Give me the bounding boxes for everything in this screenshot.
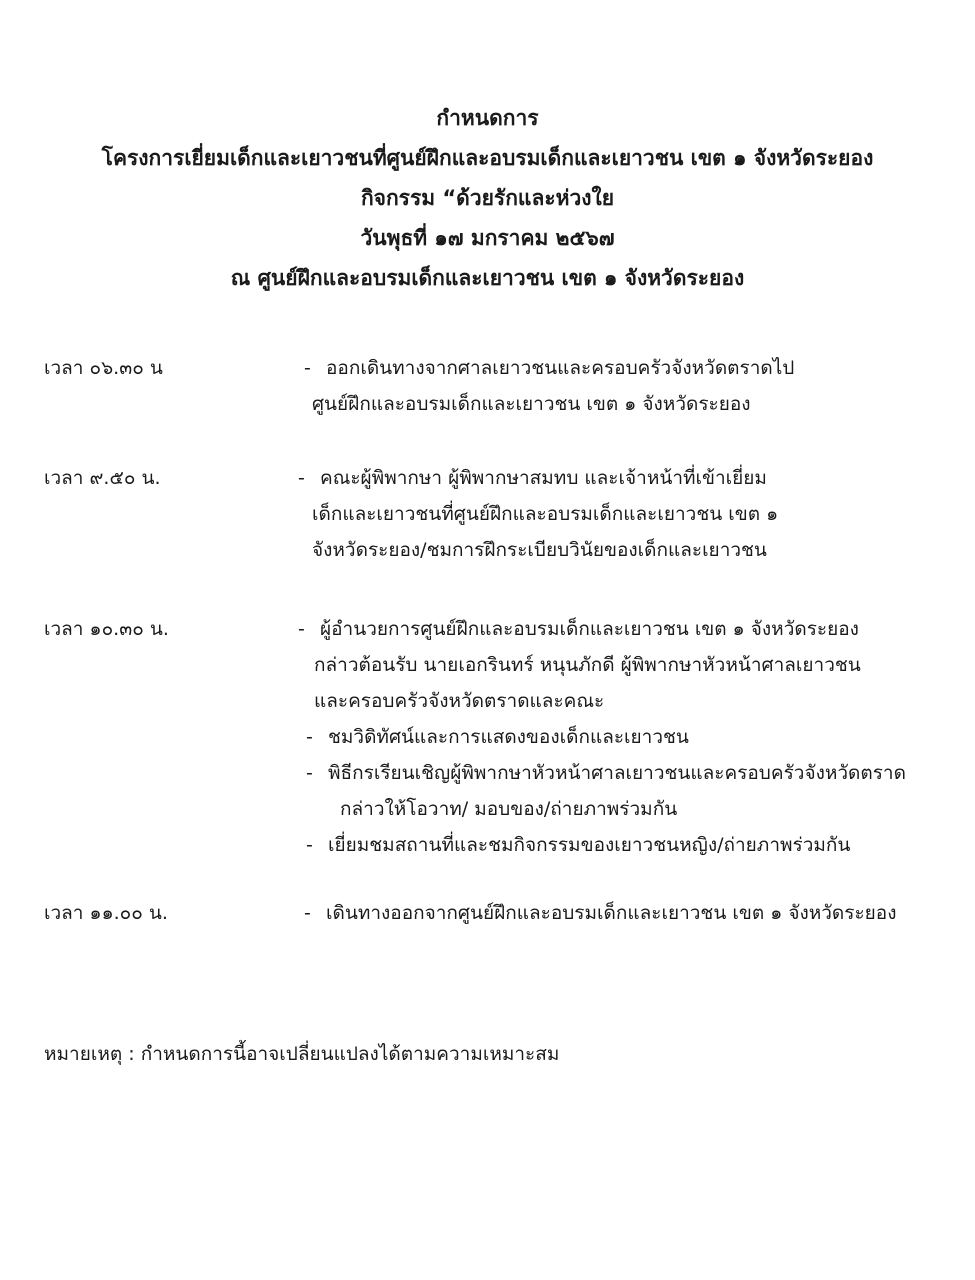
schedule-entry-text: ออกเดินทางจากศาลเยาวชนและครอบครัวจังหวัดตราดไป	[326, 357, 795, 379]
schedule-time-4: เวลา ๑๑.๐๐ น.	[44, 902, 168, 924]
bullet-dash: -	[306, 726, 313, 748]
schedule-entry-text: เดินทางออกจากศูนย์ฝึกและอบรมเด็กและเยาวชน เขต ๑ จังหวัดระยอง	[326, 902, 897, 924]
schedule-entry-text: กล่าวต้อนรับ นายเอกรินทร์ หนุนภักดี ผู้พิพากษาหัวหน้าศาลเยาวชน	[314, 654, 861, 676]
footnote: หมายเหตุ : กำหนดการนี้อาจเปลี่ยนแปลงได้ตามความเหมาะสม	[44, 1043, 560, 1065]
header-date: วันพุธที่ ๑๗ มกราคม ๒๕๖๗	[360, 226, 615, 250]
bullet-dash: -	[304, 902, 311, 924]
schedule-entry-text: จังหวัดระยอง/ชมการฝึกระเบียบวินัยของเด็กและเยาวชน	[312, 539, 767, 561]
schedule-entry-text: ผู้อำนวยการศูนย์ฝึกและอบรมเด็กและเยาวชน เขต ๑ จังหวัดระยอง	[320, 618, 859, 640]
header-activity: กิจกรรม “ด้วยรักและห่วงใย	[360, 186, 615, 210]
schedule-time-1: เวลา ๐๖.๓๐ น	[44, 357, 163, 379]
schedule-entry-text: คณะผู้พิพากษา ผู้พิพากษาสมทบ และเจ้าหน้าที่เข้าเยี่ยม	[320, 467, 767, 489]
schedule-entry-text: เด็กและเยาวชนที่ศูนย์ฝึกและอบรมเด็กและเยาวชน เขต ๑	[312, 503, 779, 525]
header-project-name: โครงการเยี่ยมเด็กและเยาวชนที่ศูนย์ฝึกและอบรมเด็กและเยาวชน เขต ๑ จังหวัดระยอง	[101, 146, 874, 170]
schedule-entry-text: กล่าวให้โอวาท/ มอบของ/ถ่ายภาพร่วมกัน	[340, 798, 678, 820]
bullet-dash: -	[298, 467, 305, 489]
document-header	[0, 98, 975, 298]
header-title: กำหนดการ	[436, 106, 539, 130]
bullet-dash: -	[306, 834, 313, 856]
schedule-time-2: เวลา ๙.๕๐ น.	[44, 467, 161, 489]
schedule-entry-text: ศูนย์ฝึกและอบรมเด็กและเยาวชน เขต ๑ จังหวัดระยอง	[312, 393, 751, 415]
bullet-dash: -	[304, 357, 311, 379]
schedule-entry-text: ชมวิดิทัศน์และการแสดงของเด็กและเยาวชน	[328, 726, 689, 748]
header-location: ณ ศูนย์ฝึกและอบรมเด็กและเยาวชน เขต ๑ จังหวัดระยอง	[230, 266, 745, 290]
schedule-entry-text: พิธีกรเรียนเชิญผู้พิพากษาหัวหน้าศาลเยาวชนและครอบครัวจังหวัดตราด	[328, 762, 906, 784]
schedule-entry-text: เยี่ยมชมสถานที่และชมกิจกรรมของเยาวชนหญิง/ถ่ายภาพร่วมกัน	[328, 834, 851, 856]
bullet-dash: -	[298, 618, 305, 640]
schedule-entry-text: และครอบครัวจังหวัดตราดและคณะ	[314, 690, 605, 712]
bullet-dash: -	[306, 762, 313, 784]
schedule-time-3: เวลา ๑๐.๓๐ น.	[44, 618, 169, 640]
